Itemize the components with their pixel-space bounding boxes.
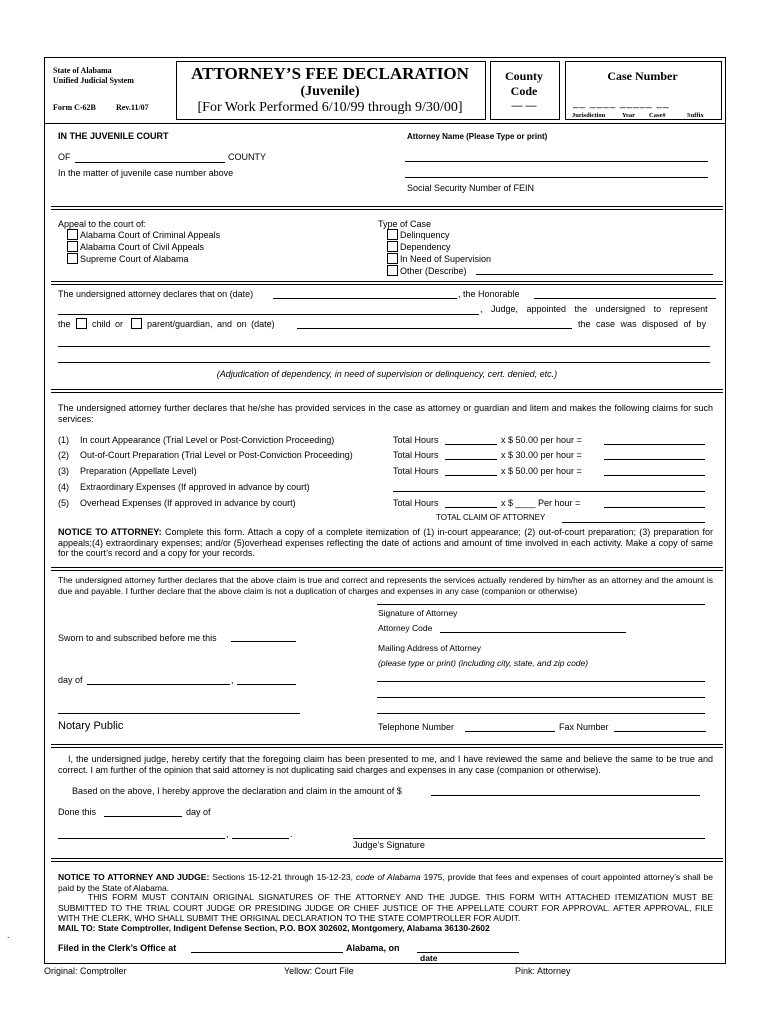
disposed-label: the case was disposed of by xyxy=(578,319,707,329)
mailing-field-1[interactable] xyxy=(377,681,705,682)
mail-to: MAIL TO: State Comptroller, Indigent Defense Section, P.O. BOX 302602, Montgomery, Alabama 36130-2602 xyxy=(58,923,490,933)
option-label: Delinquency xyxy=(400,230,450,240)
appeal-option-1[interactable] xyxy=(67,229,220,240)
telephone-label: Telephone Number xyxy=(378,722,455,732)
appeal-option-2[interactable] xyxy=(67,241,204,252)
case-hash-label: Case# xyxy=(649,112,666,119)
county-name-field[interactable] xyxy=(75,162,225,163)
option-label: Other (Describe) xyxy=(400,266,467,276)
checkbox[interactable] xyxy=(131,318,142,329)
service-2-hours-field[interactable] xyxy=(445,459,497,460)
option-label: Alabama Court of Criminal Appeals xyxy=(80,230,221,240)
service-4-num: (4) xyxy=(58,482,69,492)
service-3-hours: Total Hours xyxy=(393,466,439,476)
option-label: Dependency xyxy=(400,242,451,252)
checkbox[interactable] xyxy=(387,241,398,252)
footer-pink: Pink: Attorney xyxy=(515,966,571,976)
code-label: Code xyxy=(510,84,538,98)
judge-certification: I, the undersigned judge, hereby certify that the foregoing claim has been presented to me, and I have reviewed the same and believe the same to be true and correct. I am further of the opinion that said attorney is not duplicating said charges and expenses in any case (companion or otherwise). xyxy=(58,754,713,775)
appointment-date-field[interactable] xyxy=(273,298,457,299)
service-5-num: (5) xyxy=(58,498,69,508)
service-3-hours-field[interactable] xyxy=(445,475,497,476)
notice-bold: NOTICE TO ATTORNEY: xyxy=(58,527,162,537)
approve-label: Based on the above, I hereby approve the declaration and claim in the amount of $ xyxy=(72,786,402,796)
service-5-rate: x $ ____ Per hour = xyxy=(501,498,581,508)
checkbox[interactable] xyxy=(387,229,398,240)
done-day-field[interactable] xyxy=(104,816,182,817)
judge-day-of-label: day of xyxy=(186,807,211,817)
ssn-label: Social Security Number of FEIN xyxy=(407,183,535,193)
checkbox[interactable] xyxy=(387,265,398,276)
footer-original: Original: Comptroller xyxy=(44,966,127,976)
parent-checkbox[interactable] xyxy=(131,318,144,329)
service-3-desc: Preparation (Appellate Level) xyxy=(80,466,197,476)
declare-line-2 xyxy=(480,304,716,314)
notice2-bold: NOTICE TO ATTORNEY AND JUDGE: xyxy=(58,872,210,882)
service-3-total-field[interactable] xyxy=(604,475,705,476)
service-5-total-field[interactable] xyxy=(604,507,705,508)
parent-label: parent/guardian, and on (date) xyxy=(147,319,275,329)
service-4-desc: Extraordinary Expenses (If approved in advance by court) xyxy=(80,482,310,492)
case-number-label: Case Number xyxy=(607,69,678,83)
judge-name-field[interactable] xyxy=(534,298,716,299)
service-3-rate: x $ 50.00 per hour = xyxy=(501,466,582,476)
case-type-option-4[interactable] xyxy=(387,265,467,276)
line2-text: , Judge, appointed the undersigned to represent xyxy=(480,304,708,314)
divider-2 xyxy=(51,281,723,285)
sworn-month-field[interactable] xyxy=(87,684,230,685)
suffix-label: Suffix xyxy=(687,112,704,119)
mailing-note: (please type or print) (including city, state, and zip code) xyxy=(378,658,589,668)
appeal-label: Appeal to the court of: xyxy=(58,219,147,229)
done-this-label: Done this xyxy=(58,807,97,817)
case-type-option-1[interactable] xyxy=(387,229,450,240)
telephone-field[interactable] xyxy=(465,731,555,732)
judge-comma: , xyxy=(226,829,229,839)
fax-field[interactable] xyxy=(614,731,706,732)
certify-text: The undersigned attorney further declares that the above claim is true and correct and represents the services actually rendered by him/her as an attorney and the amount is due and payable. I further declare that the above claim is not a duplication of charges and expenses in any case (companion or otherwise) xyxy=(58,575,713,596)
judge-signature-field[interactable] xyxy=(353,838,705,839)
system-label: Unified Judicial System xyxy=(53,76,134,85)
filed-office-field[interactable] xyxy=(191,952,343,953)
attorney-code-field[interactable] xyxy=(440,632,626,633)
jurisdiction-label: Jurisdiction xyxy=(572,112,606,119)
judge-name-field-2[interactable] xyxy=(58,314,479,315)
sworn-label: Sworn to and subscribed before me this xyxy=(58,633,217,643)
county-label: County xyxy=(504,69,543,83)
county-code-field[interactable]: — — xyxy=(511,100,537,112)
sworn-day-field[interactable] xyxy=(231,641,296,642)
state-label: State of Alabama xyxy=(53,66,112,75)
checkbox[interactable] xyxy=(67,229,78,240)
service-1-hours-field[interactable] xyxy=(445,444,497,445)
service-2-num: (2) xyxy=(58,450,69,460)
footer-yellow: Yellow: Court File xyxy=(284,966,354,976)
option-label: Alabama Court of Civil Appeals xyxy=(80,242,205,252)
divider-1 xyxy=(51,206,723,210)
form-number: Form C-62B xyxy=(53,103,96,112)
service-2-total-field[interactable] xyxy=(604,459,705,460)
service-5-hours: Total Hours xyxy=(393,498,439,508)
declare-line-1b: , the Honorable xyxy=(458,289,520,299)
comma: , xyxy=(231,675,234,685)
other-describe-field[interactable] xyxy=(476,274,713,275)
alabama-on-label: Alabama, on xyxy=(346,943,400,953)
appeal-option-3[interactable] xyxy=(67,253,189,264)
judge-period: . xyxy=(290,829,293,839)
divider-6 xyxy=(51,858,723,862)
case-number-field[interactable]: __ ____ _____ __ xyxy=(573,98,670,109)
fax-label: Fax Number xyxy=(559,722,609,732)
mailing-field-3[interactable] xyxy=(377,713,705,714)
notice2-text-a: Sections 15-12-21 through 15-12-23, xyxy=(209,872,356,882)
notice2-caps: THIS FORM MUST CONTAIN ORIGINAL SIGNATURES OF THE ATTORNEY AND THE JUDGE. THIS FORM WITH ATTACHED ITEMIZATION MUST BE SUBMITTED TO THE TRIAL COURT JUDGE OR PRESIDING JUDGE OR CHIEF JUSTICE OF THE APPELLATE COURT FOR APPROVAL. AFTER APPROVAL, FILE WITH THE CLERK, WHO SHALL SUBMIT THE ORIGINAL DECLARATION TO THE STATE COMPTROLLER FOR AUDIT. xyxy=(58,892,713,923)
attorney-name-label: Attorney Name (Please Type or print) xyxy=(407,132,548,141)
child-label: child or xyxy=(92,319,124,329)
approve-amount-field[interactable] xyxy=(431,795,700,796)
option-label: Supreme Court of Alabama xyxy=(80,254,189,264)
adjudication-note: (Adjudication of dependency, in need of supervision or delinquency, cert. denied, etc.) xyxy=(216,369,558,379)
notary-signature-field[interactable] xyxy=(58,713,300,714)
date-label: date xyxy=(420,953,438,963)
attorney-name-field-2[interactable] xyxy=(405,177,708,178)
judge-signature-label: Judge’s Signature xyxy=(353,840,425,850)
attorney-name-field-1[interactable] xyxy=(405,161,708,162)
divider-5 xyxy=(51,744,723,748)
work-period: [For Work Performed 6/10/99 through 9/30/00] xyxy=(197,100,463,115)
total-claim-label: TOTAL CLAIM OF ATTORNEY xyxy=(436,513,546,522)
notice-text: Complete this form. Attach a copy of a complete itemization of (1) in-court appearance; (2) out-of-court preparation; (3) preparation for appeals;(4) extraordinary expenses; and/or (5)overhead expenses reflecting the date of actions and amount of time involved in each activity. Make a copy of same for the court’s record and a copy for your records. xyxy=(58,527,713,558)
disposition-field-2[interactable] xyxy=(58,362,710,363)
attorney-code-label: Attorney Code xyxy=(378,623,433,633)
notice-to-attorney-and-judge xyxy=(58,872,713,893)
case-type-option-3[interactable] xyxy=(387,253,491,264)
service-4-total-field[interactable] xyxy=(393,491,705,492)
revision: Rev.11/07 xyxy=(116,103,149,112)
notary-public-label: Notary Public xyxy=(58,720,124,732)
service-5-hours-field[interactable] xyxy=(445,507,497,508)
disposition-date-field[interactable] xyxy=(297,328,572,329)
done-month-field[interactable] xyxy=(58,838,225,839)
service-1-num: (1) xyxy=(58,435,69,445)
checkbox[interactable] xyxy=(387,253,398,264)
divider-3 xyxy=(51,389,723,393)
service-2-desc: Out-of-Court Preparation (Trial Level or Post-Conviction Proceeding) xyxy=(80,450,353,460)
service-5-desc: Overhead Expenses (If approved in advance by court) xyxy=(80,498,296,508)
filed-label: Filed in the Clerk’s Office at xyxy=(58,943,177,953)
case-type-label: Type of Case xyxy=(378,219,432,229)
checkbox[interactable] xyxy=(67,241,78,252)
mailing-address-label: Mailing Address of Attorney xyxy=(378,643,482,653)
option-label: In Need of Supervision xyxy=(400,254,492,264)
child-checkbox[interactable] xyxy=(76,318,89,329)
year-label: Year xyxy=(622,112,635,119)
mailing-field-2[interactable] xyxy=(377,697,705,698)
declare-line-1a: The undersigned attorney declares that on (date) xyxy=(58,289,254,299)
county-label-text: COUNTY xyxy=(228,152,266,162)
court-heading: IN THE JUVENILE COURT xyxy=(58,131,169,141)
attorney-signature-field[interactable] xyxy=(377,604,705,605)
case-type-option-2[interactable] xyxy=(387,241,451,252)
matter-text: In the matter of juvenile case number above xyxy=(58,168,234,178)
checkbox[interactable] xyxy=(76,318,87,329)
notice2-text-b: 1975, provide that fees and expenses of court appointed attorney’s shall be paid by the State of Alabama. xyxy=(58,872,714,893)
service-1-desc: In court Appearance (Trial Level or Post-Conviction Proceeding) xyxy=(80,435,335,445)
form-border xyxy=(44,57,726,964)
notice2-italic: code of Alabama xyxy=(355,872,421,882)
service-1-total-field[interactable] xyxy=(604,444,705,445)
day-of-label: day of xyxy=(58,675,83,685)
checkbox[interactable] xyxy=(67,253,78,264)
done-year-field[interactable] xyxy=(232,838,289,839)
service-3-num: (3) xyxy=(58,466,69,476)
signature-attorney-label: Signature of Attorney xyxy=(378,608,458,618)
services-intro: The undersigned attorney further declares that he/she has provided services in the case as attorney or guardian and litem and makes the following claims for such services: xyxy=(58,403,713,424)
total-claim-field[interactable] xyxy=(562,522,705,523)
service-1-hours: Total Hours xyxy=(393,435,439,445)
stray-dot: . xyxy=(7,930,10,940)
service-2-rate: x $ 30.00 per hour = xyxy=(501,450,582,460)
service-2-hours: Total Hours xyxy=(393,450,439,460)
of-label: OF xyxy=(58,152,71,162)
form-title: ATTORNEY’S FEE DECLARATION xyxy=(191,64,469,83)
disposition-field-1[interactable] xyxy=(58,346,710,347)
notice-to-attorney xyxy=(58,527,713,559)
the-label: the xyxy=(58,319,71,329)
form-subtitle: (Juvenile) xyxy=(300,84,360,99)
divider-4 xyxy=(51,567,723,571)
service-1-rate: x $ 50.00 per hour = xyxy=(501,435,582,445)
sworn-year-field[interactable] xyxy=(237,684,296,685)
